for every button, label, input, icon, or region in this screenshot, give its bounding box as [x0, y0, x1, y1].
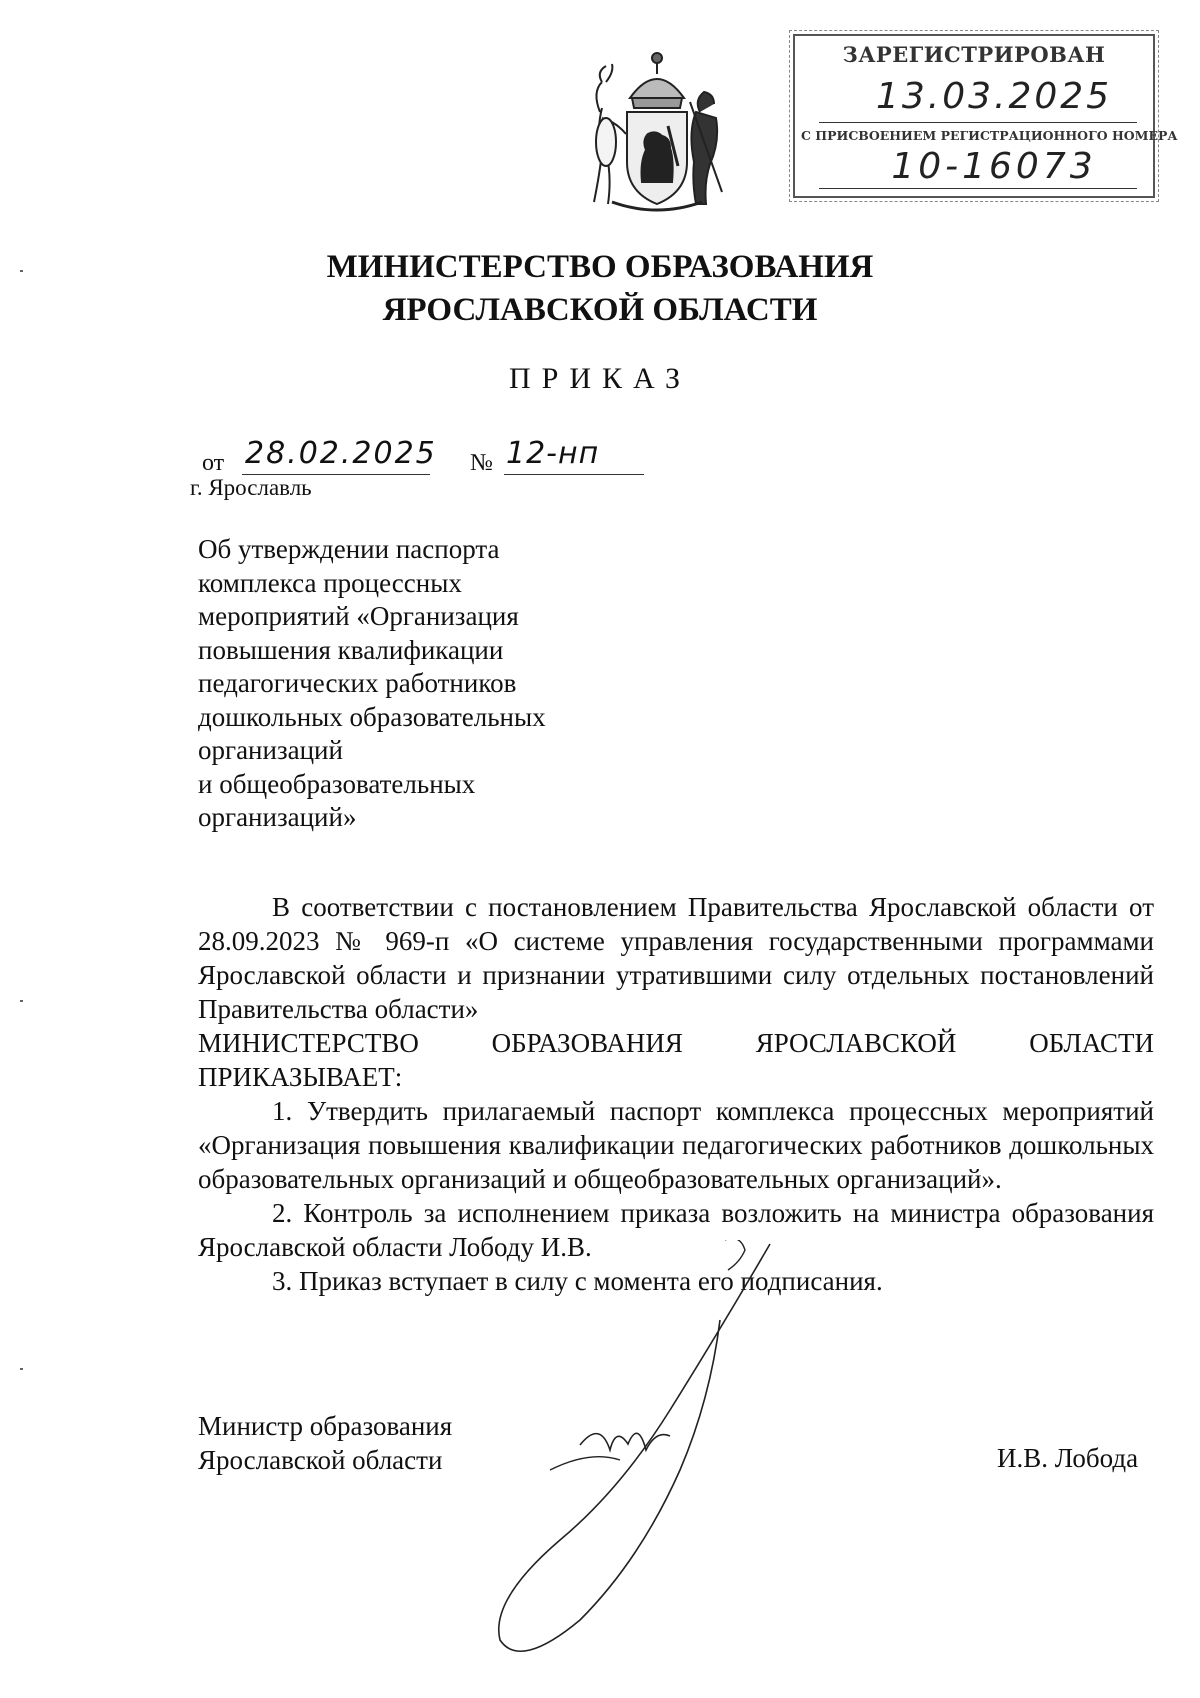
scan-mark [20, 1368, 23, 1370]
subject-line: и общеобразовательных [198, 768, 476, 799]
order-date: 28.02.2025 [245, 436, 437, 471]
subject-line: дошкольных образовательных [198, 701, 546, 732]
signer-name: И.В. Лобода [997, 1443, 1139, 1473]
registration-stamp [793, 34, 1178, 198]
ministry-heading-line1: МИНИСТЕРСТВО ОБРАЗОВАНИЯ [326, 249, 874, 285]
subject-line: организаций» [198, 802, 357, 832]
scan-mark [20, 270, 23, 272]
stamp-registration-number: 10-16073 [891, 146, 1097, 187]
ministry-heading [0, 246, 1200, 332]
stamp-divider [819, 188, 1137, 189]
signer-position-line1: Министр образования [198, 1411, 453, 1441]
coat-of-arms-emblem [572, 42, 742, 214]
signer-position-line2: Ярославской области [198, 1445, 443, 1475]
number-underline [504, 474, 644, 475]
order-number: 12-нп [506, 436, 600, 471]
order-item-1: 1. Утвердить прилагаемый паспорт комплекса процессных мероприятий «Организация повышения квалификации педагогических работников дошкольных образовательных организаций и общеобразовательных организаций». [198, 1096, 1154, 1194]
stamp-date: 13.03.2025 [875, 76, 1113, 117]
handwritten-signature [470, 1240, 810, 1660]
subject-line: организаций [198, 735, 343, 765]
signer-position [198, 1409, 452, 1477]
order-item-2: 2. Контроль за исполнением приказа возложить на министра образования Ярославской области Лободу И.В. [198, 1198, 1154, 1262]
subject-line: Об утверждении паспорта [198, 534, 500, 564]
ministry-heading-line2: ЯРОСЛАВСКОЙ ОБЛАСТИ [382, 292, 818, 328]
subject-line: мероприятий «Организация [198, 601, 519, 631]
subject-line: педагогических работников [198, 668, 517, 698]
scan-mark [20, 1000, 23, 1002]
subject-line: повышения квалификации [198, 634, 504, 665]
date-label: от [202, 450, 225, 476]
order-item-3: 3. Приказ вступает в силу с момента его подписания. [272, 1266, 883, 1296]
stamp-title: ЗАРЕГИСТРИРОВАН [842, 42, 1106, 67]
number-label: № [470, 450, 493, 476]
orders-statement-verb: ПРИКАЗЫВАЕТ: [198, 1062, 403, 1092]
document-type-title: ПРИКАЗ [509, 362, 691, 395]
order-body [198, 890, 1154, 1298]
subject-line: комплекса процессных [198, 567, 462, 598]
preamble-paragraph: В соответствии с постановлением Правительства Ярославской области от 28.09.2023 № 969-п «О системе управления государственными программами Ярославской области и признании утратившими силу отдельных постановлений Правительства области» [198, 892, 1154, 1024]
stamp-subtitle: С ПРИСВОЕНИЕМ РЕГИСТРАЦИОННОГО НОМЕРА [801, 128, 1178, 143]
stamp-divider [819, 122, 1137, 123]
city: г. Ярославль [190, 475, 312, 500]
order-subject [198, 533, 618, 835]
orders-statement: МИНИСТЕРСТВО ОБРАЗОВАНИЯ ЯРОСЛАВСКОЙ ОБЛАСТИ [198, 1028, 1154, 1058]
